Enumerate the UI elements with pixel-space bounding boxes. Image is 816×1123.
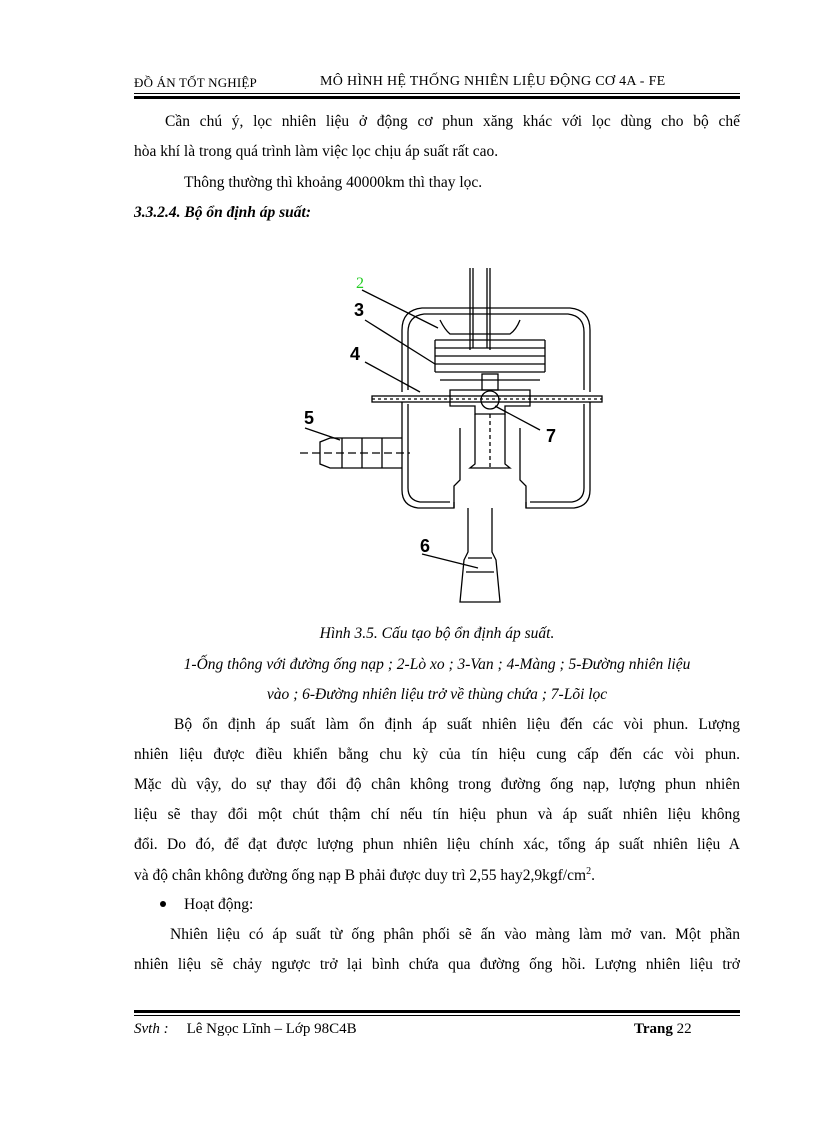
- section-heading: 3.3.2.4. Bộ ổn định áp suất:: [134, 204, 312, 221]
- para3-line2: nhiên liệu được điều khiển bằng chu kỳ của tín hiệu cung cấp đến các vòi phun.: [134, 746, 740, 763]
- para3-superscript: 2: [586, 866, 592, 877]
- leader-7: [495, 406, 540, 430]
- pressure-regulator-diagram: [290, 268, 620, 620]
- footer-page: [634, 1021, 692, 1038]
- label-3: 3: [354, 300, 365, 320]
- para3-line6: [134, 866, 595, 885]
- lower-housing-inner-left: [408, 404, 450, 502]
- figure-caption-line1: 1-Ống thông với đường ống nạp ; 2-Lò xo ; 3-Van ; 4-Màng ; 5-Đường nhiên liệu: [183, 656, 691, 673]
- return-outlet: [460, 508, 500, 602]
- para4-line2: nhiên liệu sẽ chảy ngược trở lại bình chứa qua đường ống hồi. Lượng nhiên liệu trở: [134, 956, 740, 973]
- spring-seat: [440, 320, 520, 334]
- para3-line6-text: và độ chân không đường ống nạp B phải được duy trì 2,55 hay2,9kgf/cm: [134, 867, 587, 885]
- header-left-title: ĐỒ ÁN TỐT NGHIỆP: [134, 75, 257, 90]
- footer-author: Lê Ngọc Lĩnh – Lớp 98C4B: [186, 1021, 357, 1037]
- para3-line5: đổi. Do đó, để đạt được lượng phun nhiên liệu chính xác, tổng áp suất nhiên liệu A: [134, 836, 740, 853]
- footer-svth-label: Svth :: [134, 1021, 169, 1037]
- bullet-dot: [160, 901, 166, 907]
- lower-housing-inner-right: [530, 404, 584, 502]
- label-5: 5: [304, 408, 315, 428]
- leader-2: [362, 290, 438, 328]
- valve-spring-cap: [482, 374, 498, 390]
- header-right-title: MÔ HÌNH HỆ THỐNG NHIÊN LIỆU ĐỘNG CƠ 4A - FE: [320, 74, 666, 89]
- label-7: 7: [546, 426, 557, 446]
- para3-line4: liệu sẽ thay đổi một chút thậm chí nếu tín hiệu phun và áp suất nhiên liệu không: [134, 806, 740, 823]
- leader-6: [422, 554, 478, 568]
- figure-caption-title: Hình 3.5. Cấu tạo bộ ổn định áp suất.: [319, 625, 555, 642]
- para1-line2: hòa khí là trong quá trình làm việc lọc chịu áp suất rất cao.: [134, 143, 499, 160]
- footer-left: [134, 1021, 357, 1038]
- figure-caption-line2: vào ; 6-Đường nhiên liệu trở về thùng chứa ; 7-Lõi lọc: [266, 686, 608, 703]
- footer-rule-thin: [134, 1015, 740, 1016]
- bullet-item-text: Hoạt động:: [184, 896, 254, 913]
- para2-text: Thông thường thì khoảng 40000km thì thay lọc.: [184, 174, 483, 191]
- footer-page-number: 22: [676, 1021, 692, 1037]
- label-4: 4: [350, 344, 361, 364]
- para3-line1: Bộ ổn định áp suất làm ổn định áp suất nhiên liệu đến các vòi phun. Lượng: [174, 716, 740, 733]
- label-6: 6: [420, 536, 431, 556]
- para3-line3: Mặc dù vậy, do sự thay đổi độ chân không trong đường ống nạp, lượng phun nhiên: [134, 776, 740, 793]
- footer-rule-thick: [134, 1010, 740, 1013]
- lower-housing-left: [402, 402, 454, 508]
- leader-5: [305, 428, 340, 440]
- header-rule-thick: [134, 96, 740, 99]
- lower-housing-right: [526, 402, 590, 508]
- para1-line1: Cần chú ý, lọc nhiên liệu ở động cơ phun xăng khác với lọc dùng cho bộ chế: [165, 113, 740, 130]
- para3-line6-end: .: [591, 867, 595, 885]
- para4-line1: Nhiên liệu có áp suất từ ống phân phối sẽ ấn vào màng làm mở van. Một phần: [170, 926, 740, 943]
- header-rule-thin: [134, 93, 740, 94]
- footer-page-label: Trang: [634, 1021, 673, 1037]
- leader-3: [365, 320, 435, 364]
- label-2: 2: [356, 275, 364, 292]
- leader-4: [365, 362, 420, 392]
